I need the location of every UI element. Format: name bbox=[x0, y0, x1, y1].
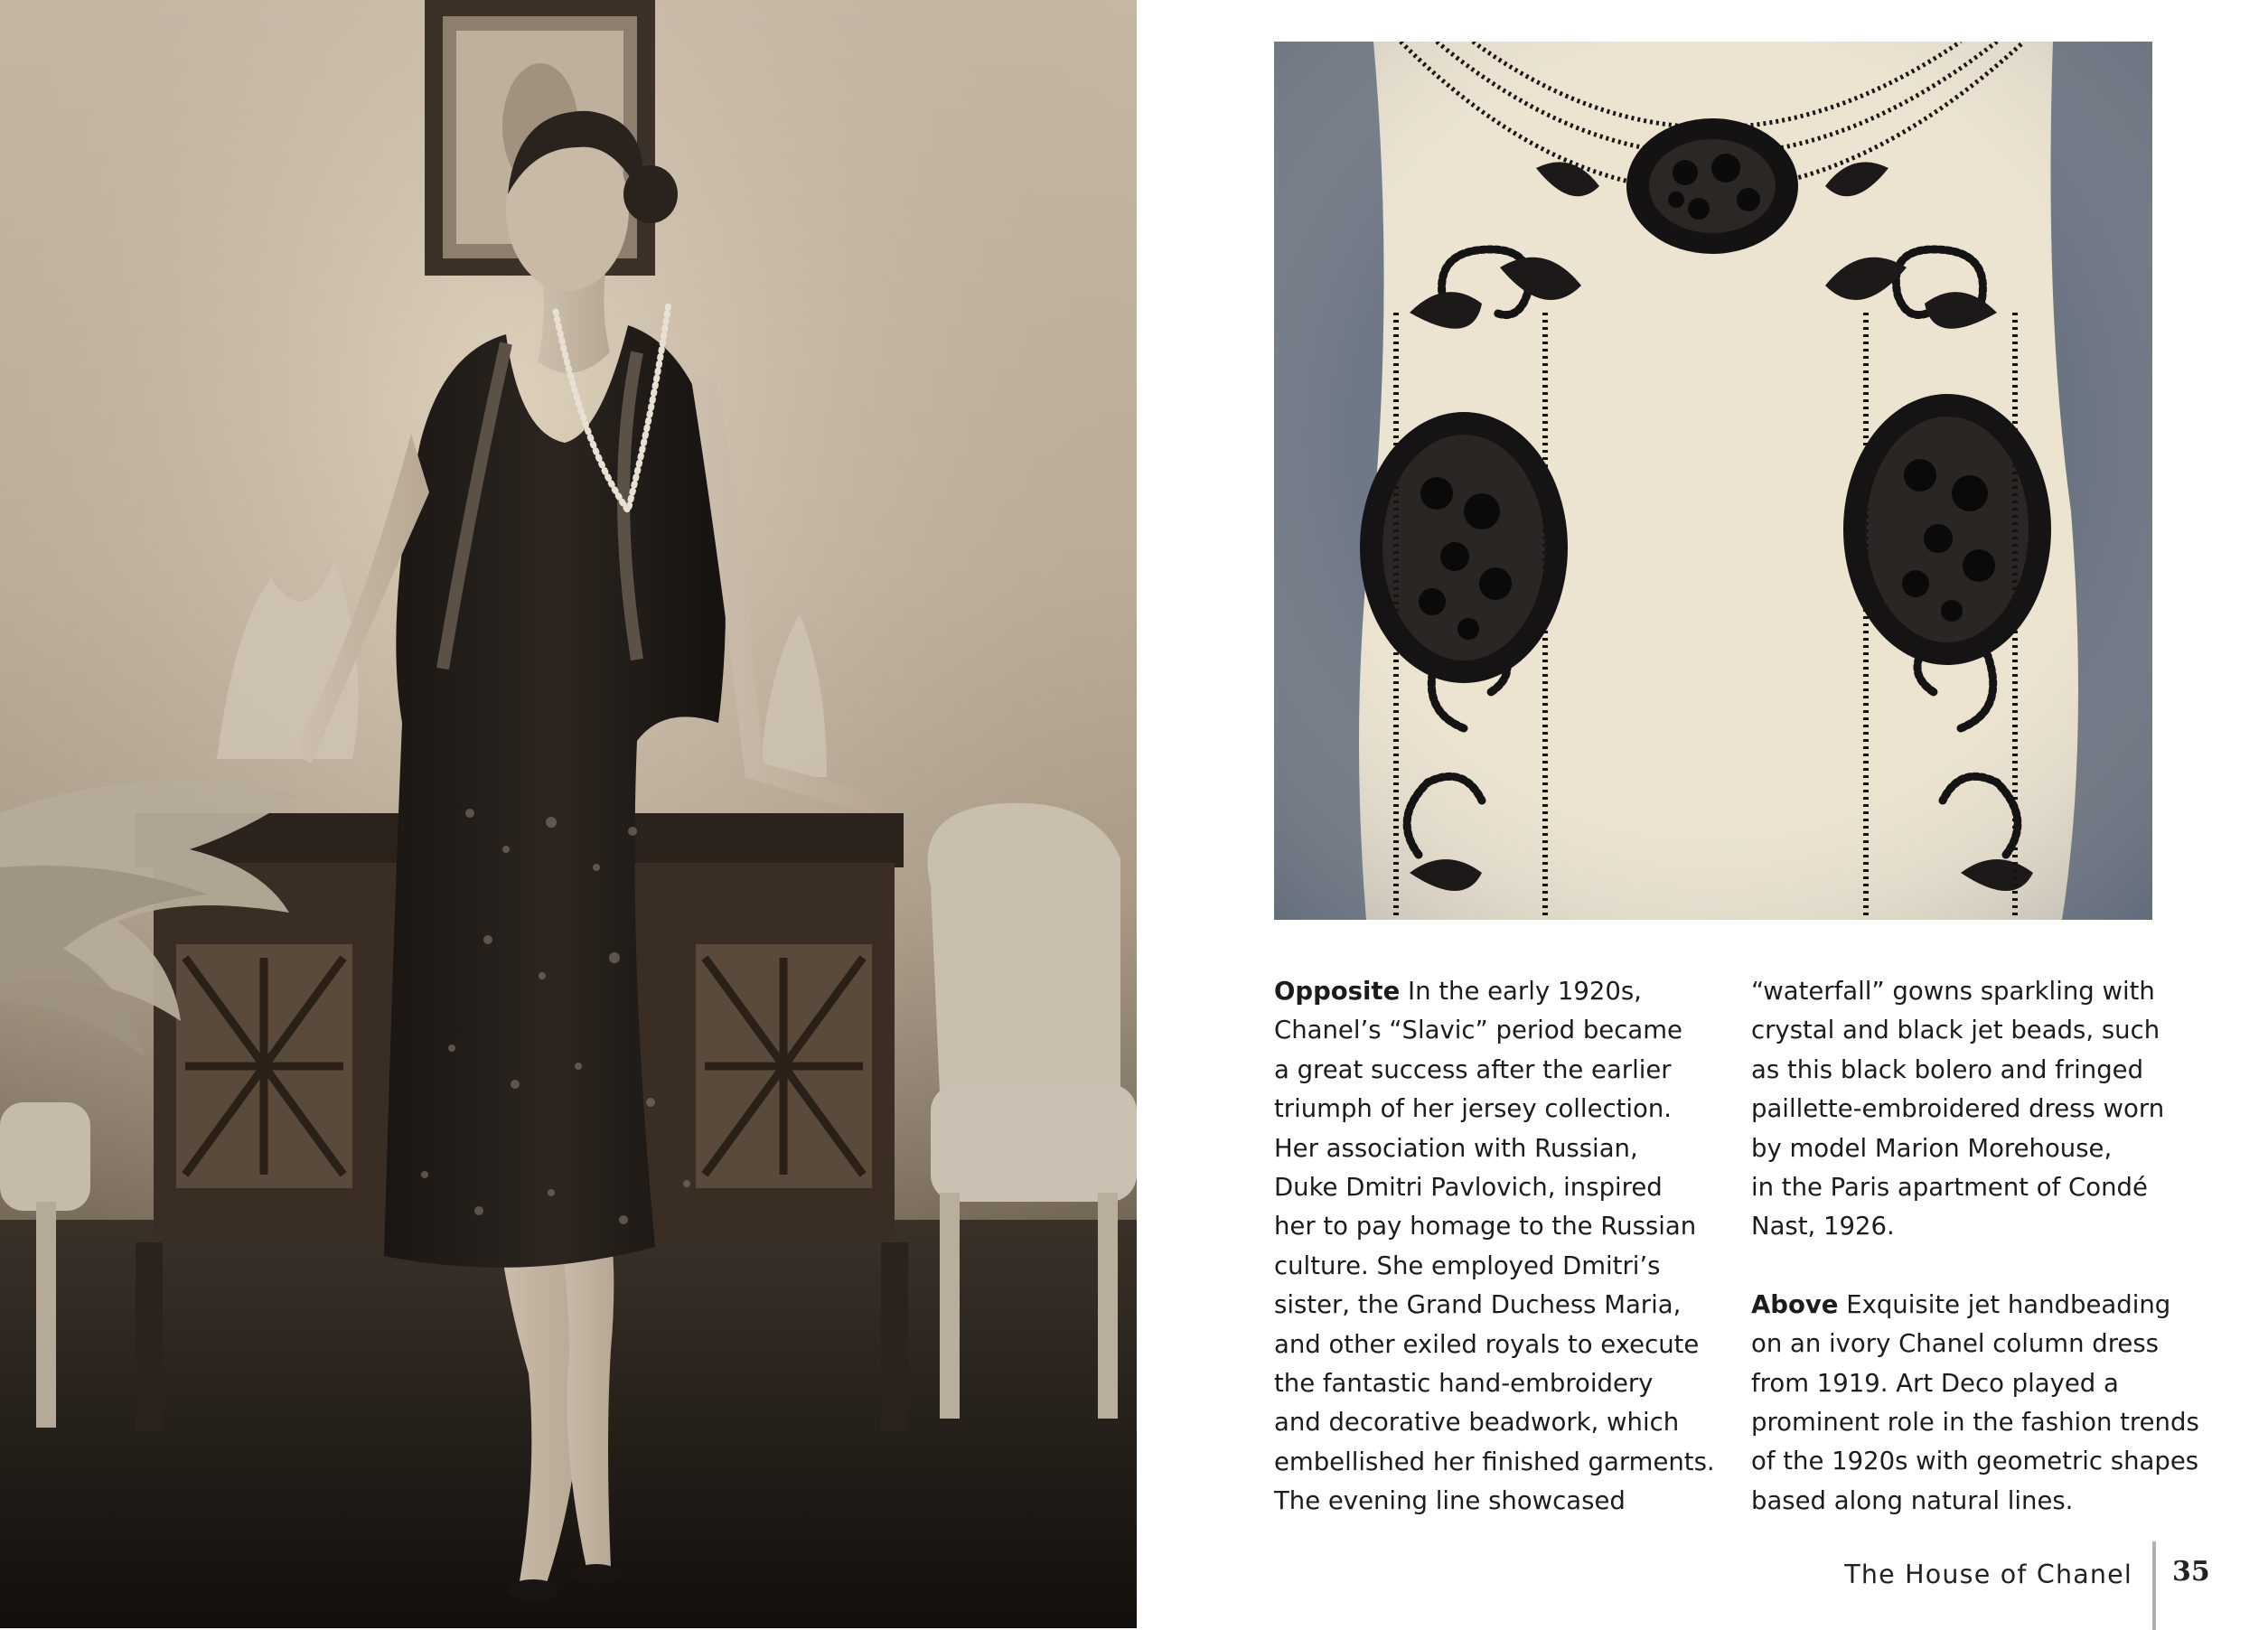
page-number: 35 bbox=[2172, 1556, 2210, 1588]
caption-opening-line bbox=[1274, 972, 1708, 1011]
running-title: The House of Chanel bbox=[1844, 1560, 2132, 1589]
caption-line: and other exiled royals to execute bbox=[1274, 1329, 1700, 1359]
caption-line: her to pay homage to the Russian bbox=[1274, 1212, 1697, 1241]
paragraph-gap bbox=[1751, 1247, 2176, 1286]
caption-line: by model Marion Morehouse, bbox=[1751, 1133, 2113, 1163]
above-first-text: Exquisite jet handbeading bbox=[1838, 1289, 2171, 1319]
caption-column-left bbox=[1274, 972, 1715, 1522]
caption-line: prominent role in the fashion trends bbox=[1751, 1408, 2199, 1438]
right-photograph bbox=[1274, 42, 2152, 920]
caption-line: Chanel’s “Slavic” period became bbox=[1274, 1016, 1682, 1045]
caption-line: crystal and black jet beads, such bbox=[1751, 1016, 2160, 1045]
caption-line: sister, the Grand Duchess Maria, bbox=[1274, 1290, 1682, 1320]
caption-line: the fantastic hand-embroidery bbox=[1274, 1369, 1654, 1399]
caption-line: from 1919. Art Deco played a bbox=[1751, 1368, 2119, 1398]
beaded-dress-illustration bbox=[1274, 42, 2152, 920]
caption-line: and decorative beadwork, which bbox=[1274, 1408, 1680, 1438]
caption-line: Duke Dmitri Pavlovich, inspired bbox=[1274, 1173, 1663, 1203]
caption-line: as this black bolero and fringed bbox=[1751, 1054, 2144, 1084]
caption-line: Her association with Russian, bbox=[1274, 1133, 1638, 1163]
caption-line: culture. She employed Dmitri’s bbox=[1274, 1251, 1661, 1280]
caption-line: a great success after the earlier bbox=[1274, 1054, 1672, 1084]
caption-line: based along natural lines. bbox=[1751, 1485, 2074, 1515]
opposite-label: Opposite bbox=[1274, 977, 1401, 1006]
caption-line: in the Paris apartment of Condé bbox=[1751, 1173, 2148, 1203]
caption-line: triumph of her jersey collection. bbox=[1274, 1094, 1673, 1124]
caption-line: paillette-embroidered dress worn bbox=[1751, 1094, 2165, 1124]
caption-column-right bbox=[1751, 972, 2199, 1521]
caption-above-opening-line bbox=[1751, 1286, 2176, 1325]
caption-line: “waterfall” gowns sparkling with bbox=[1751, 977, 2155, 1006]
above-label: Above bbox=[1751, 1289, 1839, 1319]
opposite-first-text: In the early 1920s, bbox=[1400, 977, 1642, 1006]
caption-line: Nast, 1926. bbox=[1751, 1212, 1895, 1241]
caption-line: of the 1920s with geometric shapes bbox=[1751, 1447, 2199, 1476]
footer-divider bbox=[2152, 1541, 2156, 1630]
caption-line: on an ivory Chanel column dress bbox=[1751, 1329, 2159, 1359]
caption-line: The evening line showcased bbox=[1274, 1486, 1626, 1516]
caption-line: embellished her finished garments. bbox=[1274, 1447, 1715, 1476]
